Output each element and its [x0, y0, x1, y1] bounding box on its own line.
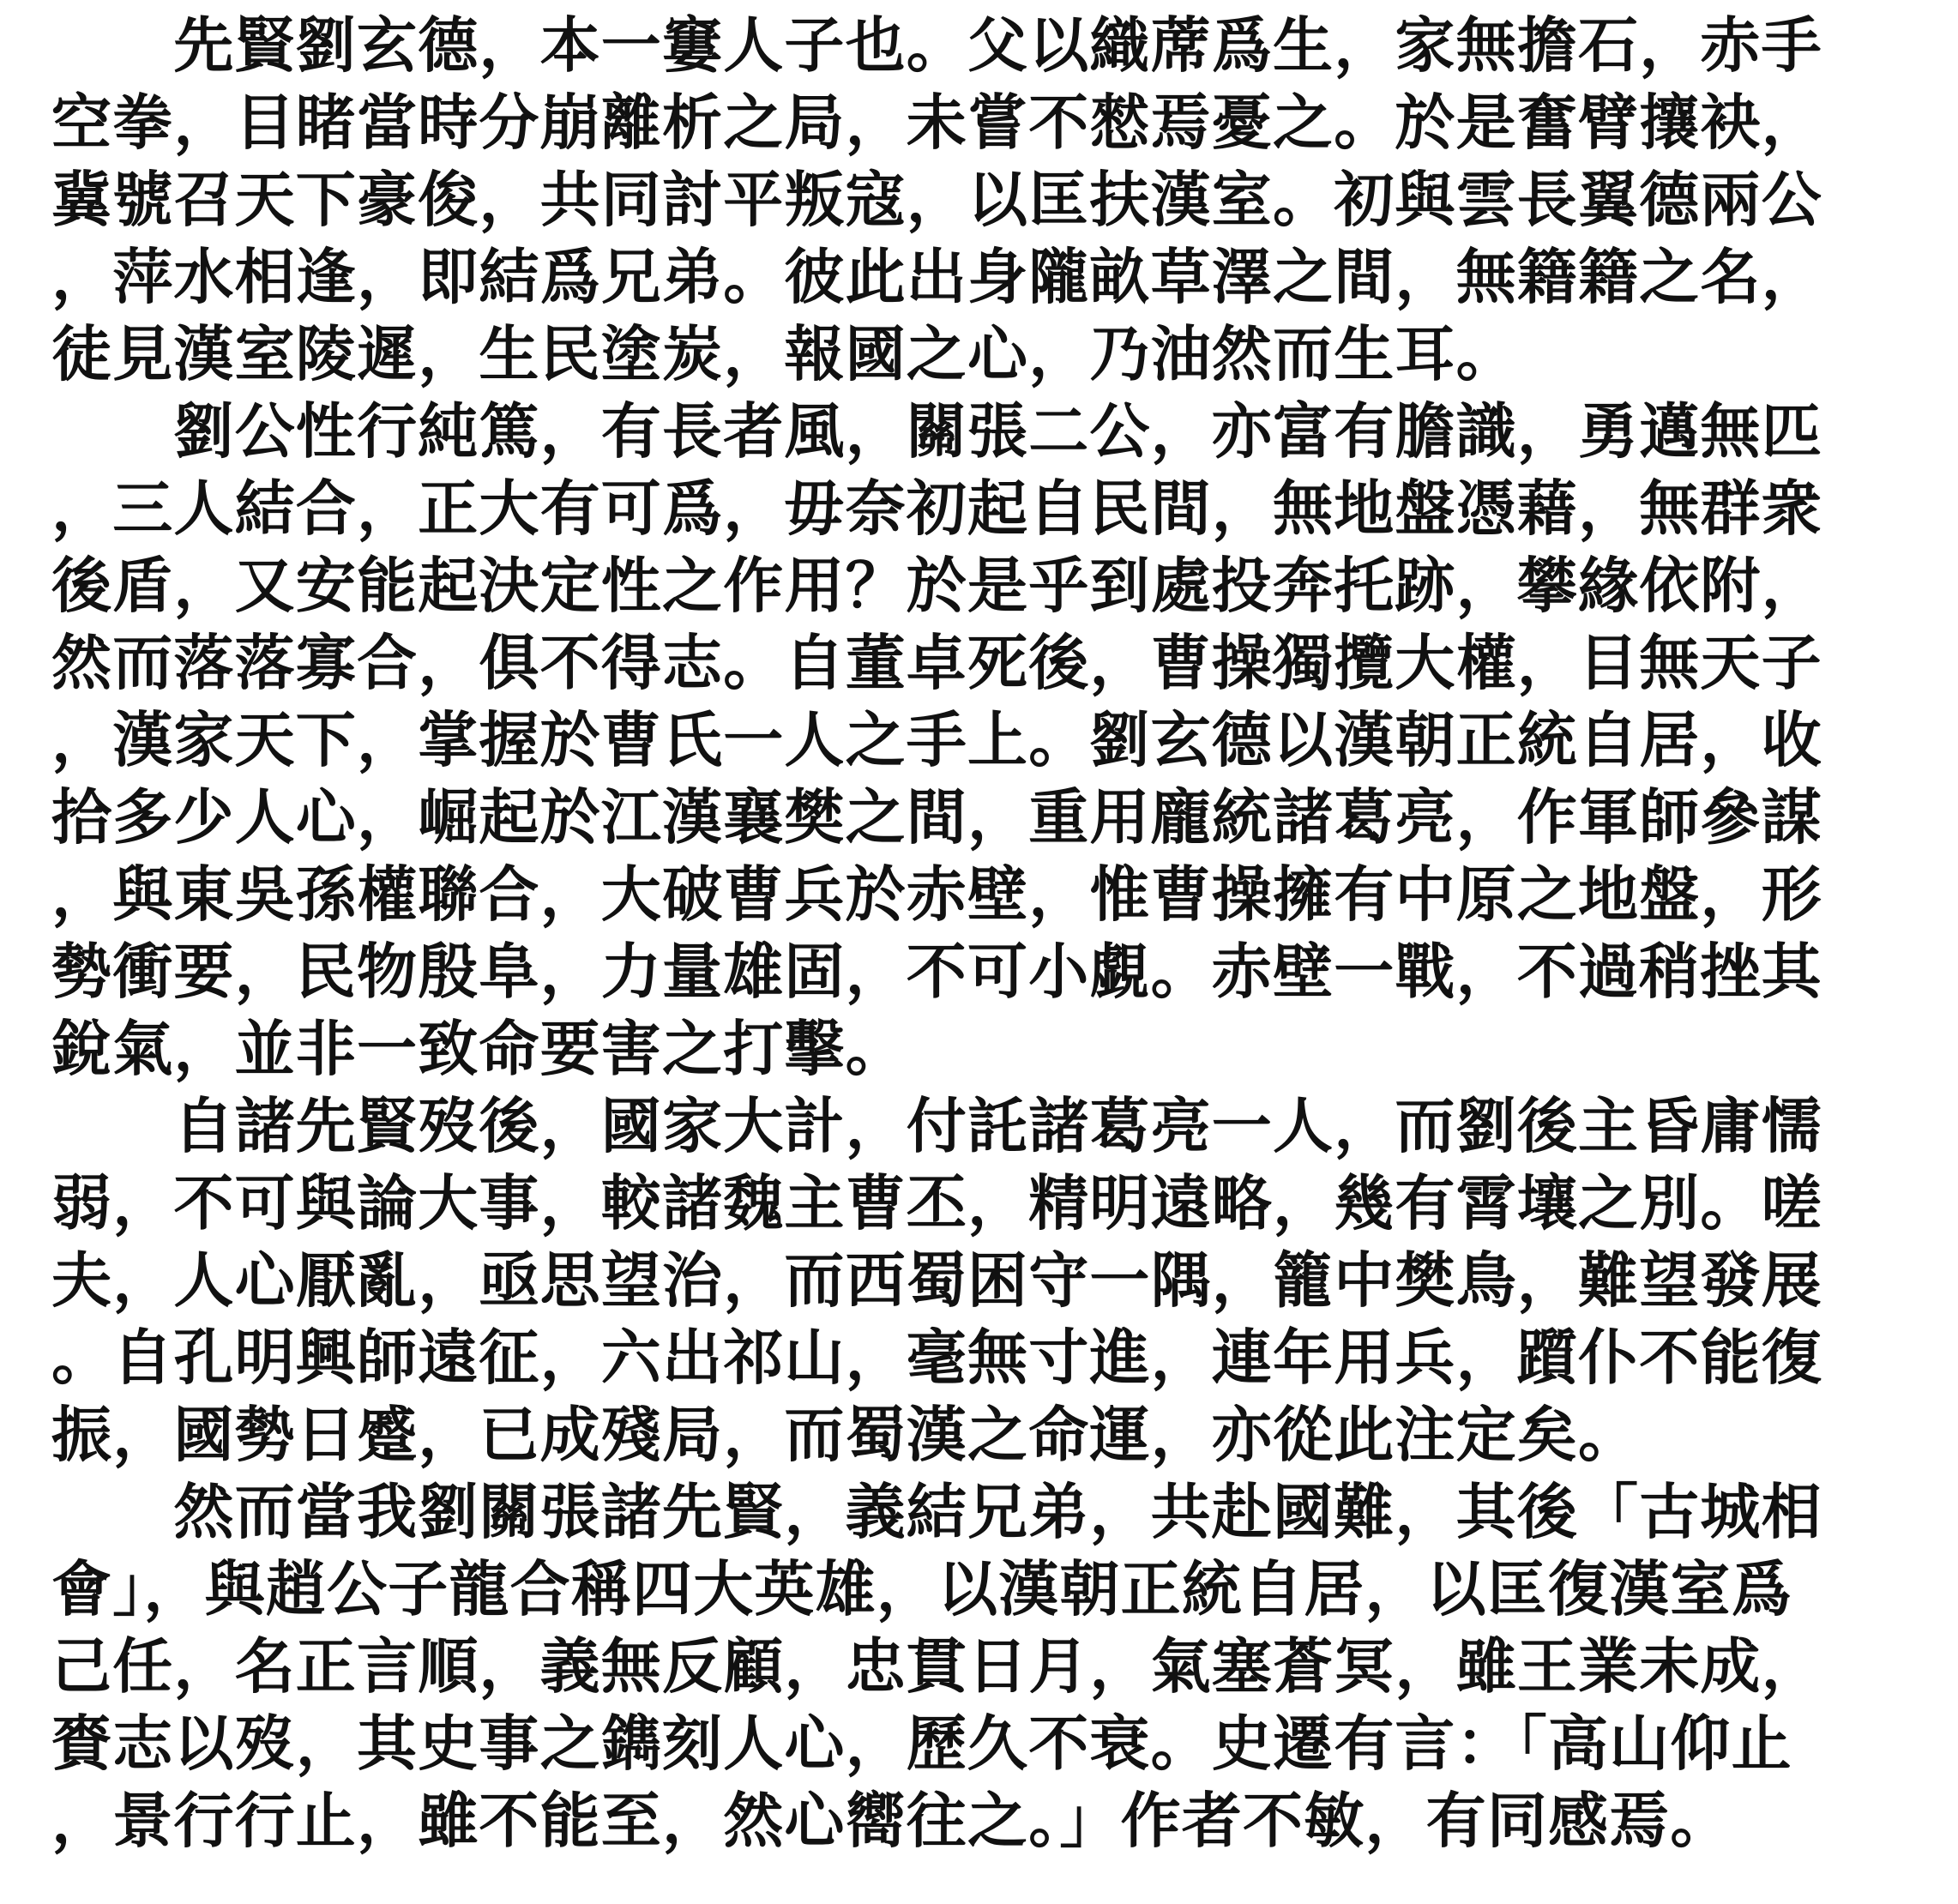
- text-line: 先賢劉玄德，本一窶人子也。父以織蓆爲生，家無擔石，赤手: [51, 10, 1822, 81]
- text-line: 振，國勢日蹙，已成殘局，而蜀漢之命運，亦從此注定矣。: [51, 1400, 1640, 1470]
- text-line: ，與東吳孫權聯合，大破曹兵於赤壁，惟曹操擁有中原之地盤，形: [51, 859, 1822, 930]
- text-line: 然而落落寡合，俱不得志。自董卓死後，曹操獨攬大權，目無天子: [51, 628, 1822, 698]
- text-line: 空拳，目睹當時分崩離析之局，未嘗不憖焉憂之。於是奮臂攘袂，: [51, 87, 1822, 158]
- text-line: 會」，與趙公子龍合稱四大英雄，以漢朝正統自居，以匡復漢室爲: [51, 1554, 1792, 1624]
- text-line: 勢衝要，民物殷阜，力量雄固，不可小覷。赤壁一戰，不過稍挫其: [51, 937, 1822, 1007]
- text-line: 己任，名正言順，義無反顧，忠貫日月，氣塞蒼冥，雖王業未成，: [51, 1631, 1822, 1702]
- text-line: 後盾，又安能起決定性之作用？於是乎到處投奔托跡，攀緣依附，: [51, 551, 1822, 621]
- text-line: 銳氣，並非一致命要害之打擊。: [51, 1014, 907, 1084]
- text-line: ，漢家天下，掌握於曹氏一人之手上。劉玄德以漢朝正統自居，收: [51, 705, 1822, 775]
- document-body: [51, 7, 1930, 1859]
- text-line: ，三人結合，正大有可爲，毋奈初起自民間，無地盤憑藉，無群衆: [51, 473, 1822, 544]
- text-line: ，萍水相逢，即結爲兄弟。彼此出身隴畝草澤之間，無籍籍之名，: [51, 242, 1822, 312]
- text-line: 自諸先賢歿後，國家大計，付託諸葛亮一人，而劉後主昏庸懦: [51, 1091, 1822, 1161]
- text-line: 弱，不可與論大事，較諸魏主曹丕，精明遠略，幾有霄壤之別。嗟: [51, 1168, 1822, 1238]
- text-line: 劉公性行純篤，有長者風，關張二公，亦富有膽識，勇邁無匹: [51, 396, 1822, 467]
- text-line: ，景行行止，雖不能至，然心嚮往之。」作者不敏，有同感焉。: [51, 1786, 1732, 1856]
- text-line: 。自孔明興師遠征，六出祁山，毫無寸進，連年用兵，躓仆不能復: [51, 1323, 1822, 1393]
- text-line: 然而當我劉關張諸先賢，義結兄弟，共赴國難，其後「古城相: [51, 1477, 1822, 1547]
- text-line: 徒見漢室陵遲，生民塗炭，報國之心，乃油然而生耳。: [51, 319, 1517, 389]
- text-line: 拾多少人心，崛起於江漢襄樊之間，重用龐統諸葛亮，作軍師參謀: [51, 782, 1822, 853]
- text-line: 夫，人心厭亂，亟思望治，而西蜀困守一隅，籠中樊鳥，難望發展: [51, 1245, 1822, 1316]
- text-line: 冀號召天下豪俊，共同討平叛寇，以匡扶漢室。初與雲長翼德兩公: [51, 165, 1822, 235]
- text-line: 賚志以歿，其史事之鐫刻人心，歷久不衰。史遷有言：「高山仰止: [51, 1708, 1792, 1779]
